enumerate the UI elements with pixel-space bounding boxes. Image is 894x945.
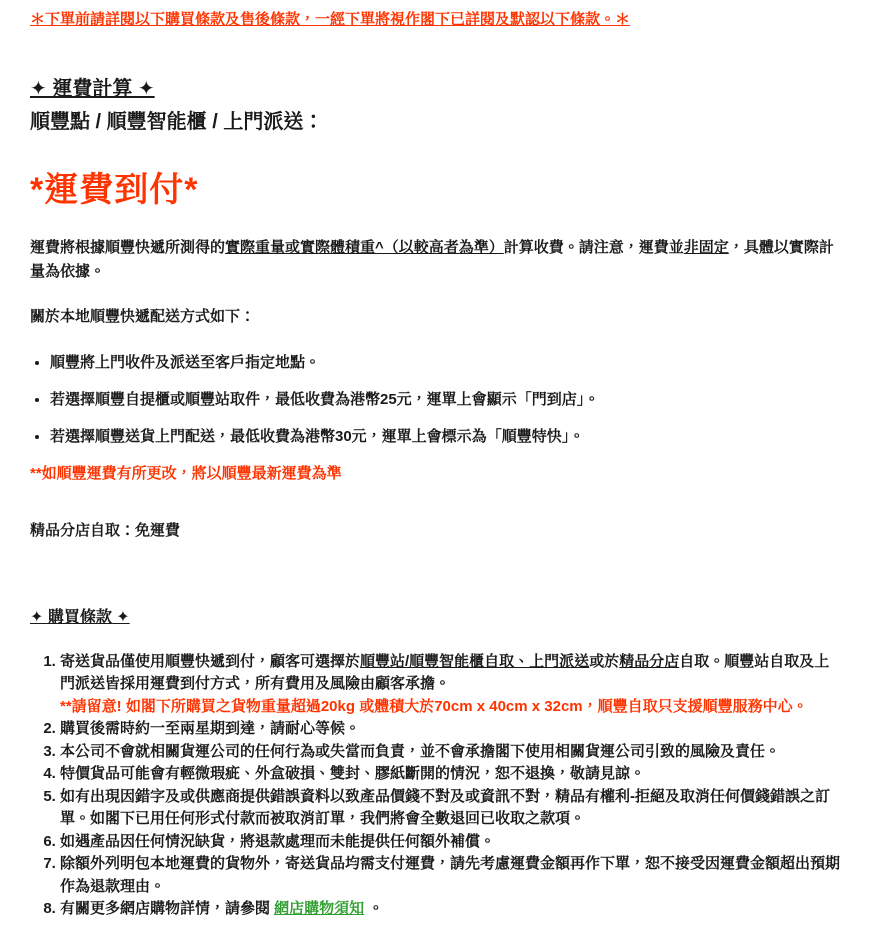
term-text: 自取。順豐站自取及上門派送皆採用運費到付方式，所有費用及風險由顧客承擔。 (60, 652, 830, 693)
term-text: 除額外列明包本地運費的貨物外，寄送貨品均需支付運費，請先考慮運費金額再作下單，恕不接受因運費金額超出預期作為退款理由。 (60, 855, 841, 895)
local-delivery-intro: 關於本地順豐快遞配送方式如下： (30, 307, 256, 325)
term-text: 購買後需時約一至兩星期到達，請耐心等候。 (60, 720, 361, 738)
term-item-freight-refund (60, 853, 844, 898)
freight-basis-paragraph (30, 236, 844, 283)
underlined-pickup-options: 順豐站/順豐智能櫃自取、上門派送 (360, 652, 590, 670)
term-text: 有關更多網店購物詳情，請參閱 (60, 900, 275, 918)
term-item-delivery-time (60, 718, 844, 741)
underlined-measure-basis: 實際重量或實際體積重^（以較高者為準） (225, 239, 504, 257)
term-text: 特價貨品可能會有輕微瑕疵、外盒破損、雙封、膠紙斷開的情況，恕不退換，敬請見諒。 (60, 765, 646, 783)
term-text: 本公司不會就相關貨運公司的任何行為或失當而負責，並不會承擔閣下使用相關貨運公司引致的風險及責任。 (60, 742, 781, 760)
list-item-text: 若選擇順豐自提櫃或順豐站取件，最低收費為港幣25元，運單上會顯示「門到店」。 (50, 390, 600, 408)
term-text: 如遇產品因任何情況缺貨，將退款處理而未能提供任何額外補償。 (60, 832, 496, 850)
term-text: 寄送貨品僅使用順豐快遞到付，顧客可選擇於 (60, 652, 361, 670)
paragraph-text: 運費將根據順豐快遞所測得的 (30, 239, 226, 257)
fee-change-note: **如順豐運費有所更改，將以順豐最新運費為準 (30, 465, 342, 483)
term-item-out-of-stock (60, 831, 844, 854)
pre-order-notice: ＊下單前請詳閱以下購買條款及售後條款，一經下單將視作閣下已詳閱及默認以下條款。＊ (30, 11, 631, 28)
purchase-terms-list (30, 651, 844, 921)
list-item-locker-station (50, 389, 844, 411)
store-shopping-notice-link[interactable]: 網店購物須知 (274, 900, 365, 918)
list-item-text: 順豐將上門收件及派送至客戶指定地點。 (50, 354, 321, 372)
underlined-boutique-store: 精品分店 (619, 652, 680, 670)
shipping-calc-heading: ✦ 運費計算 ✦ (30, 78, 155, 101)
term-item-discount-goods (60, 763, 844, 786)
shipping-methods-subheading: 順豐點 / 順豐智能櫃 / 上門派送： (30, 111, 324, 134)
delivery-options-list (30, 352, 844, 447)
term-text: 如有出現因錯字及或供應商提供錯誤資料以致產品價錢不對及或資訊不對，精品有權利-拒絕及取消任何價錢錯誤之訂單。如閣下已用任何形式付款而被取消訂單，我們將會全數退回已收取之款項。 (60, 787, 831, 828)
paragraph-text: ，具體以實際計量為依據。 (30, 239, 834, 280)
term-text: 。 (364, 900, 384, 918)
store-pickup-note: 精品分店自取：免運費 (30, 521, 181, 539)
freight-collect-title: *運費到付* (30, 171, 199, 210)
term-item-pricing-errors (60, 786, 844, 831)
term-text: 或於 (589, 652, 620, 670)
term-item-shipping-options (60, 651, 844, 719)
purchase-terms-heading: ✦ 購買條款 ✦ (30, 608, 130, 626)
list-item-door-pickup (50, 352, 844, 374)
term-item-courier-liability (60, 741, 844, 764)
underlined-not-fixed: 非固定 (683, 239, 729, 257)
list-item-text: 若選擇順豐送貨上門配送，最低收費為港幣30元，運單上會標示為「順豐特快」。 (50, 427, 585, 445)
size-weight-warning: **請留意! 如閣下所購買之貨物重量超過20kg 或體積大於70cm x 40cm x 32cm，順豐自取只支援順豐服務中心。 (60, 697, 808, 715)
paragraph-text: 計算收費。請注意，運費並 (503, 239, 684, 257)
list-item-home-delivery (50, 426, 844, 448)
term-item-more-info (60, 898, 844, 921)
